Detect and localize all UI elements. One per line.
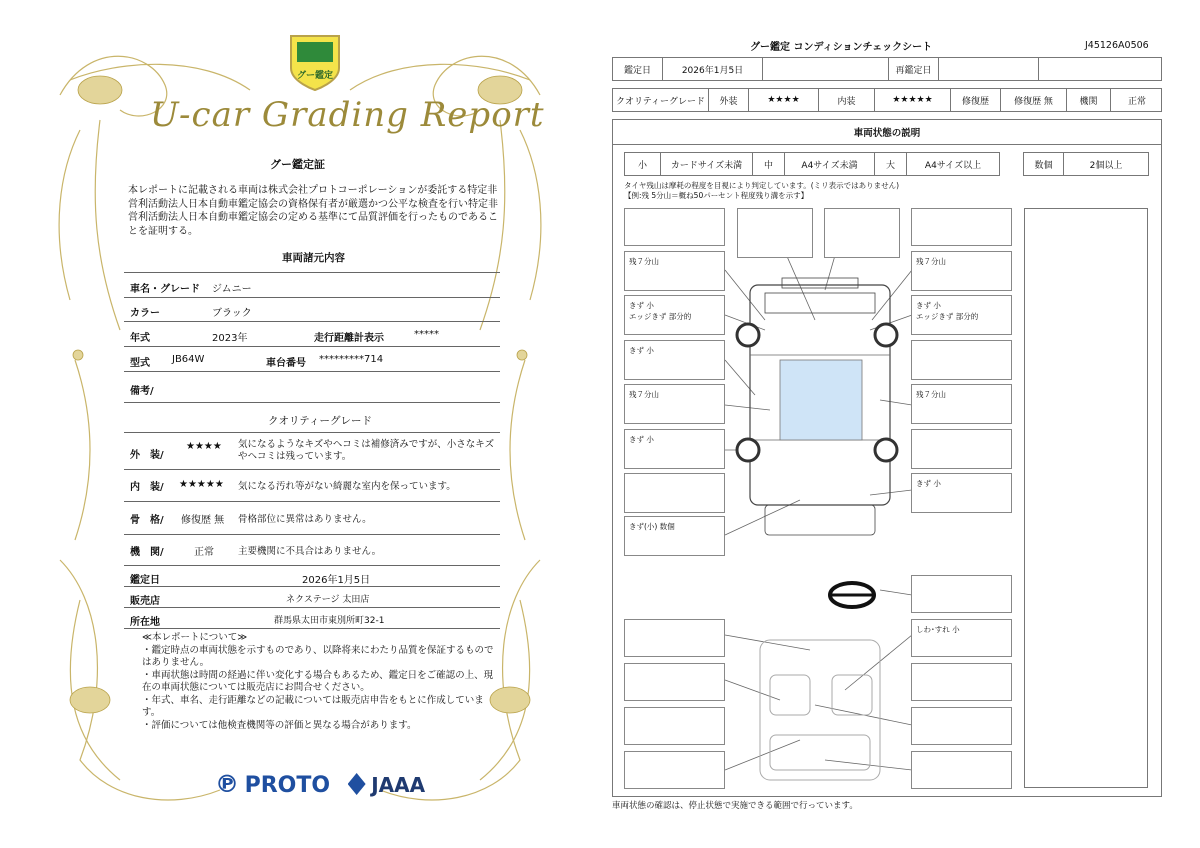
damage-box [911,575,1012,613]
tire-note: タイヤ残山は摩耗の程度を目視により判定しています。(ミリ表示ではありません) [624,181,900,190]
footer-logos [215,770,425,798]
legend-medium-desc: A4サイズ未満 [785,153,875,175]
jaaa-logo-text: JAAA [371,773,426,797]
spec-value: *********714 [319,354,384,365]
dealer-value: ネクステージ 太田店 [286,595,370,605]
damage-box [624,619,725,657]
legend-large-desc: A4サイズ以上 [924,160,982,171]
legend-medium: 中 [753,153,785,175]
quality-text: 骨格部位に異常はありません。 [238,514,372,525]
spec-row-model [124,347,500,372]
footer-note: 車両状態の確認は、停止状態で実施できる範囲で行っています。 [612,801,858,811]
goo-badge [287,32,343,92]
legend-small-desc: カードサイズ未満 [661,153,753,175]
cert-text: 本レポートに記載される車両は株式会社プロトコーポレーションが委託する特定非営利活動法人日本自動車鑑定協会の資格保有者が厳選かつ公平な検査を行い特定非営利活動法人日本自動車鑑定協会の定める基準にて品質評価を行ったものであることを証明する。 [128,185,498,237]
dealer-label: 販売店 [130,596,160,607]
damage-box [624,473,725,513]
spec-label: 型式 [130,358,150,369]
damage-box-r1: 残７分山 [911,251,1012,291]
damage-box [824,208,900,258]
spec-row-color [124,297,500,322]
spec-label: 車台番号 [266,358,306,369]
quality-stars: 修復歴 無 [181,515,225,526]
ext-value: ★★★★ [749,89,819,111]
note-item: ・鑑定時点の車両状態を示すものであり、以降将来にわたり品質を保証するものではありません。 [142,644,494,668]
quality-title: クオリティーグレード [268,415,372,427]
quality-row [124,502,500,535]
spec-label: 備考/ [130,386,154,397]
date-label: 鑑定日 [613,58,663,80]
spec-label: 走行距離計表示 [314,333,384,344]
dealer-row [124,587,500,608]
quality-text: 主要機関に不具合はありません。 [238,546,382,557]
spec-label: カラー [130,308,160,319]
notes-title: ≪本レポートについて≫ [142,632,248,643]
jaaa-logo-icon [348,773,366,795]
spec-value: JB64W [172,354,205,365]
quality-label: 外 装/ [130,450,164,461]
spec-label: 年式 [130,333,150,344]
damage-box [911,707,1012,745]
engine-label: 機関 [1067,89,1111,111]
state-title: 車両状態の説明 [613,120,1161,145]
damage-box-r4: 残７分山 [911,384,1012,424]
damage-box [624,751,725,789]
damage-box [624,208,725,246]
repair-label: 修復歴 [951,89,1001,111]
damage-box-l6: きず(小) 数個 [624,516,725,556]
engine-value: 正常 [1127,96,1146,107]
badge-label: グー鑑定 [296,71,333,81]
spec-row-year [124,322,500,347]
legend-small: 小 [625,153,661,175]
tire-example: 【例:残 5分山＝概ね50パーセント程度残り溝を示す】 [624,191,809,200]
date-value: 2026年1月5日 [302,575,371,586]
address-value: 群馬県太田市東別所町32-1 [274,616,385,626]
spec-label: 車名・グレード [130,284,200,295]
note-item: ・年式、車名、走行距離などの記載については販売店申告をもとに作成しています。 [142,694,484,718]
spec-value: ジムニー [212,284,252,295]
quality-label: 内 装/ [130,482,164,493]
address-row [124,608,500,629]
quality-stars: ★★★★★ [179,479,224,490]
goo-shield-icon [287,32,343,92]
damage-box [624,707,725,745]
quality-stars: 正常 [194,547,214,558]
proto-logo-text: PROTO [244,773,331,798]
spec-value: ブラック [212,308,252,319]
report-notes [142,632,502,732]
quality-label: 骨 格/ [130,515,164,526]
quality-stars: ★★★★ [186,441,222,452]
spec-row-remarks [124,372,500,403]
int-value: ★★★★★ [875,89,951,111]
script-title: U-car Grading Report [150,95,545,135]
damage-box [624,663,725,701]
note-item: ・評価については他検査機関等の評価と異なる場合があります。 [142,719,417,731]
legend-large: 大 [875,153,907,175]
redate-label: 再鑑定日 [889,58,939,80]
quality-row [124,432,500,470]
note-item: ・車両状態は時間の経過に伴い変化する場合もあるため、鑑定日をご確認の上、現在の車両状態については販売店にお問合せください。 [142,669,494,693]
spec-row-name [124,272,500,298]
sheet-title: グー鑑定 コンディションチェックシート [750,42,933,53]
quality-text: 気になる汚れ等がない綺麗な室内を保っています。 [238,481,456,492]
int-label: 内装 [819,89,875,111]
proto-logo-icon: ℗ [215,770,239,798]
damage-box [911,751,1012,789]
grade-label: クオリティーグレード [613,89,709,111]
damage-box-i1: しわ･すれ 小 [911,619,1012,657]
spec-value: 2023年 [212,333,248,344]
date-row [124,566,500,587]
repair-value: 修復歴 無 [1001,89,1067,111]
specs-title: 車両諸元内容 [282,252,345,264]
damage-box-r2: きず 小 エッジきず 部分的 [911,295,1012,335]
quality-text: 気になるようなキズやヘコミは補修済みですが、小さなキズやヘコミは残っています。 [238,439,495,462]
damage-box-l4: 残７分山 [624,384,725,424]
legend-count-label: 数個 [1024,153,1064,175]
damage-box [911,208,1012,246]
damage-box-r6: きず 小 [911,473,1012,513]
damage-box [911,663,1012,701]
sheet-id: J45126A0506 [1085,40,1149,51]
date-label: 鑑定日 [130,575,160,586]
damage-box-l3: きず 小 [624,340,725,380]
damage-box-l1: 残７分山 [624,251,725,291]
quality-row [124,535,500,566]
damage-box [911,340,1012,380]
quality-label: 機 関/ [130,547,164,558]
damage-box-l2: きず 小 エッジきず 部分的 [624,295,725,335]
damage-box [737,208,813,258]
damage-box [911,429,1012,469]
damage-box-l5: きず 小 [624,429,725,469]
condition-check-sheet [600,0,1200,848]
quality-row [124,469,500,502]
cert-title: グー鑑定証 [270,158,325,171]
date-value: 2026年1月5日 [663,58,763,80]
address-label: 所在地 [130,617,160,628]
spec-value: ***** [414,329,439,340]
legend-count-desc: 2個以上 [1089,160,1123,171]
ext-label: 外装 [709,89,749,111]
